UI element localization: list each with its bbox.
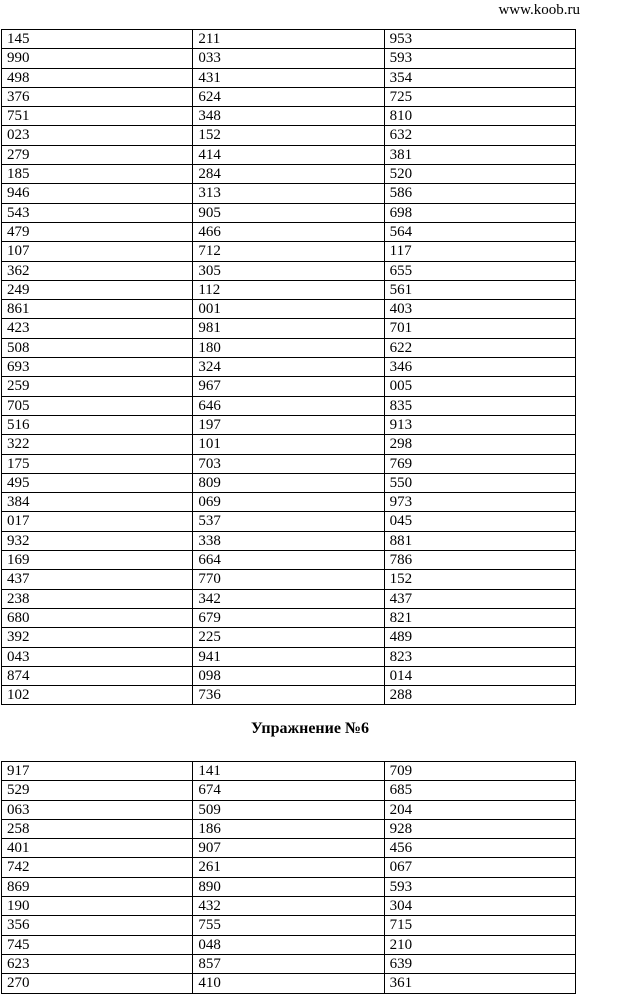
table-row xyxy=(2,454,576,473)
table-cell: 067 xyxy=(384,858,575,877)
table-cell: 529 xyxy=(2,781,193,800)
table-row xyxy=(2,916,576,935)
table-cell: 655 xyxy=(384,261,575,280)
table-cell: 703 xyxy=(193,454,384,473)
table-cell: 348 xyxy=(193,107,384,126)
table-cell: 725 xyxy=(384,87,575,106)
table-cell: 225 xyxy=(193,628,384,647)
table-cell: 622 xyxy=(384,338,575,357)
table-cell: 381 xyxy=(384,145,575,164)
table-cell: 401 xyxy=(2,839,193,858)
table-row xyxy=(2,280,576,299)
table-cell: 701 xyxy=(384,319,575,338)
table-cell: 238 xyxy=(2,589,193,608)
table-row xyxy=(2,589,576,608)
table-cell: 823 xyxy=(384,647,575,666)
table-cell: 593 xyxy=(384,877,575,896)
table-row xyxy=(2,30,576,49)
table-cell: 342 xyxy=(193,589,384,608)
table-cell: 809 xyxy=(193,473,384,492)
table-row xyxy=(2,839,576,858)
table-cell: 770 xyxy=(193,570,384,589)
table-row xyxy=(2,954,576,973)
table-cell: 679 xyxy=(193,608,384,627)
table-cell: 152 xyxy=(384,570,575,589)
table-row xyxy=(2,493,576,512)
table-cell: 946 xyxy=(2,184,193,203)
table-cell: 712 xyxy=(193,242,384,261)
table-cell: 953 xyxy=(384,30,575,49)
table-row xyxy=(2,184,576,203)
table-cell: 169 xyxy=(2,551,193,570)
table-cell: 279 xyxy=(2,145,193,164)
table-cell: 362 xyxy=(2,261,193,280)
table-cell: 005 xyxy=(384,377,575,396)
table-cell: 769 xyxy=(384,454,575,473)
table-cell: 152 xyxy=(193,126,384,145)
table-row xyxy=(2,358,576,377)
table-cell: 043 xyxy=(2,647,193,666)
table-row xyxy=(2,203,576,222)
table-row xyxy=(2,531,576,550)
numbers-table-2-body xyxy=(2,762,576,994)
table-cell: 586 xyxy=(384,184,575,203)
table-cell: 646 xyxy=(193,396,384,415)
table-row xyxy=(2,261,576,280)
table-cell: 033 xyxy=(193,49,384,68)
table-cell: 932 xyxy=(2,531,193,550)
table-cell: 907 xyxy=(193,839,384,858)
table-cell: 284 xyxy=(193,165,384,184)
table-row xyxy=(2,800,576,819)
table-cell: 941 xyxy=(193,647,384,666)
table-cell: 431 xyxy=(193,68,384,87)
table-cell: 693 xyxy=(2,358,193,377)
section-heading: Упражнение №6 xyxy=(250,720,370,737)
table-cell: 437 xyxy=(2,570,193,589)
table-row xyxy=(2,608,576,627)
table-cell: 376 xyxy=(2,87,193,106)
table-row xyxy=(2,68,576,87)
table-row xyxy=(2,512,576,531)
table-cell: 354 xyxy=(384,68,575,87)
table-cell: 520 xyxy=(384,165,575,184)
table-cell: 204 xyxy=(384,800,575,819)
table-row xyxy=(2,570,576,589)
table-cell: 313 xyxy=(193,184,384,203)
table-cell: 107 xyxy=(2,242,193,261)
table-cell: 322 xyxy=(2,435,193,454)
table-cell: 705 xyxy=(2,396,193,415)
table-cell: 112 xyxy=(193,280,384,299)
table-row xyxy=(2,126,576,145)
table-cell: 905 xyxy=(193,203,384,222)
table-cell: 014 xyxy=(384,666,575,685)
table-cell: 639 xyxy=(384,954,575,973)
table-cell: 715 xyxy=(384,916,575,935)
table-cell: 175 xyxy=(2,454,193,473)
table-cell: 685 xyxy=(384,781,575,800)
table-cell: 423 xyxy=(2,319,193,338)
table-row xyxy=(2,781,576,800)
table-cell: 403 xyxy=(384,300,575,319)
table-cell: 466 xyxy=(193,222,384,241)
table-cell: 632 xyxy=(384,126,575,145)
table-cell: 479 xyxy=(2,222,193,241)
table-cell: 017 xyxy=(2,512,193,531)
table-cell: 258 xyxy=(2,819,193,838)
table-cell: 917 xyxy=(2,762,193,781)
table-row xyxy=(2,858,576,877)
table-cell: 249 xyxy=(2,280,193,299)
table-cell: 261 xyxy=(193,858,384,877)
numbers-table-1 xyxy=(1,29,576,705)
table-row xyxy=(2,377,576,396)
table-cell: 361 xyxy=(384,974,575,993)
table-cell: 623 xyxy=(2,954,193,973)
table-cell: 745 xyxy=(2,935,193,954)
table-row xyxy=(2,686,576,705)
table-row xyxy=(2,338,576,357)
table-cell: 298 xyxy=(384,435,575,454)
table-cell: 117 xyxy=(384,242,575,261)
table-cell: 881 xyxy=(384,531,575,550)
table-cell: 624 xyxy=(193,87,384,106)
table-cell: 141 xyxy=(193,762,384,781)
table-cell: 432 xyxy=(193,897,384,916)
table-row xyxy=(2,415,576,434)
table-row xyxy=(2,647,576,666)
table-cell: 516 xyxy=(2,415,193,434)
table-row xyxy=(2,551,576,570)
table-cell: 967 xyxy=(193,377,384,396)
table-cell: 414 xyxy=(193,145,384,164)
table-cell: 990 xyxy=(2,49,193,68)
table-cell: 537 xyxy=(193,512,384,531)
table-row xyxy=(2,242,576,261)
table-row xyxy=(2,762,576,781)
table-cell: 384 xyxy=(2,493,193,512)
table-row xyxy=(2,165,576,184)
table-cell: 981 xyxy=(193,319,384,338)
table-cell: 751 xyxy=(2,107,193,126)
table-cell: 786 xyxy=(384,551,575,570)
table-cell: 185 xyxy=(2,165,193,184)
table-cell: 861 xyxy=(2,300,193,319)
table-cell: 928 xyxy=(384,819,575,838)
table-cell: 098 xyxy=(193,666,384,685)
table-row xyxy=(2,897,576,916)
table-cell: 508 xyxy=(2,338,193,357)
table-cell: 270 xyxy=(2,974,193,993)
table-cell: 736 xyxy=(193,686,384,705)
table-cell: 973 xyxy=(384,493,575,512)
table-cell: 346 xyxy=(384,358,575,377)
table-row xyxy=(2,877,576,896)
table-cell: 857 xyxy=(193,954,384,973)
numbers-table-1-body xyxy=(2,30,576,705)
table-cell: 338 xyxy=(193,531,384,550)
table-cell: 674 xyxy=(193,781,384,800)
table-cell: 874 xyxy=(2,666,193,685)
table-row xyxy=(2,107,576,126)
table-cell: 069 xyxy=(193,493,384,512)
table-cell: 456 xyxy=(384,839,575,858)
table-cell: 698 xyxy=(384,203,575,222)
table-cell: 913 xyxy=(384,415,575,434)
table-cell: 145 xyxy=(2,30,193,49)
table-cell: 495 xyxy=(2,473,193,492)
table-cell: 680 xyxy=(2,608,193,627)
table-cell: 489 xyxy=(384,628,575,647)
table-cell: 509 xyxy=(193,800,384,819)
table-cell: 356 xyxy=(2,916,193,935)
table-row xyxy=(2,935,576,954)
table-cell: 593 xyxy=(384,49,575,68)
table-row xyxy=(2,666,576,685)
table-cell: 821 xyxy=(384,608,575,627)
table-cell: 835 xyxy=(384,396,575,415)
table-cell: 550 xyxy=(384,473,575,492)
table-row xyxy=(2,222,576,241)
table-cell: 101 xyxy=(193,435,384,454)
table-cell: 048 xyxy=(193,935,384,954)
table-row xyxy=(2,300,576,319)
table-cell: 102 xyxy=(2,686,193,705)
table-cell: 304 xyxy=(384,897,575,916)
table-cell: 564 xyxy=(384,222,575,241)
table-cell: 045 xyxy=(384,512,575,531)
table-cell: 288 xyxy=(384,686,575,705)
table-cell: 664 xyxy=(193,551,384,570)
table-cell: 190 xyxy=(2,897,193,916)
table-row xyxy=(2,319,576,338)
table-cell: 810 xyxy=(384,107,575,126)
table-cell: 742 xyxy=(2,858,193,877)
table-cell: 324 xyxy=(193,358,384,377)
table-cell: 211 xyxy=(193,30,384,49)
table-cell: 410 xyxy=(193,974,384,993)
table-cell: 259 xyxy=(2,377,193,396)
table-cell: 437 xyxy=(384,589,575,608)
table-cell: 186 xyxy=(193,819,384,838)
table-cell: 197 xyxy=(193,415,384,434)
table-row xyxy=(2,145,576,164)
table-row xyxy=(2,628,576,647)
table-row xyxy=(2,49,576,68)
table-row xyxy=(2,473,576,492)
site-url: www.koob.ru xyxy=(498,2,580,18)
table-cell: 890 xyxy=(193,877,384,896)
table-cell: 869 xyxy=(2,877,193,896)
table-cell: 001 xyxy=(193,300,384,319)
table-cell: 498 xyxy=(2,68,193,87)
table-cell: 180 xyxy=(193,338,384,357)
table-row xyxy=(2,396,576,415)
table-cell: 210 xyxy=(384,935,575,954)
numbers-table-2 xyxy=(1,761,576,994)
table-cell: 305 xyxy=(193,261,384,280)
table-cell: 561 xyxy=(384,280,575,299)
table-row xyxy=(2,87,576,106)
table-row xyxy=(2,974,576,993)
table-cell: 392 xyxy=(2,628,193,647)
table-row xyxy=(2,435,576,454)
table-cell: 023 xyxy=(2,126,193,145)
table-row xyxy=(2,819,576,838)
table-cell: 709 xyxy=(384,762,575,781)
table-cell: 755 xyxy=(193,916,384,935)
table-cell: 063 xyxy=(2,800,193,819)
table-cell: 543 xyxy=(2,203,193,222)
